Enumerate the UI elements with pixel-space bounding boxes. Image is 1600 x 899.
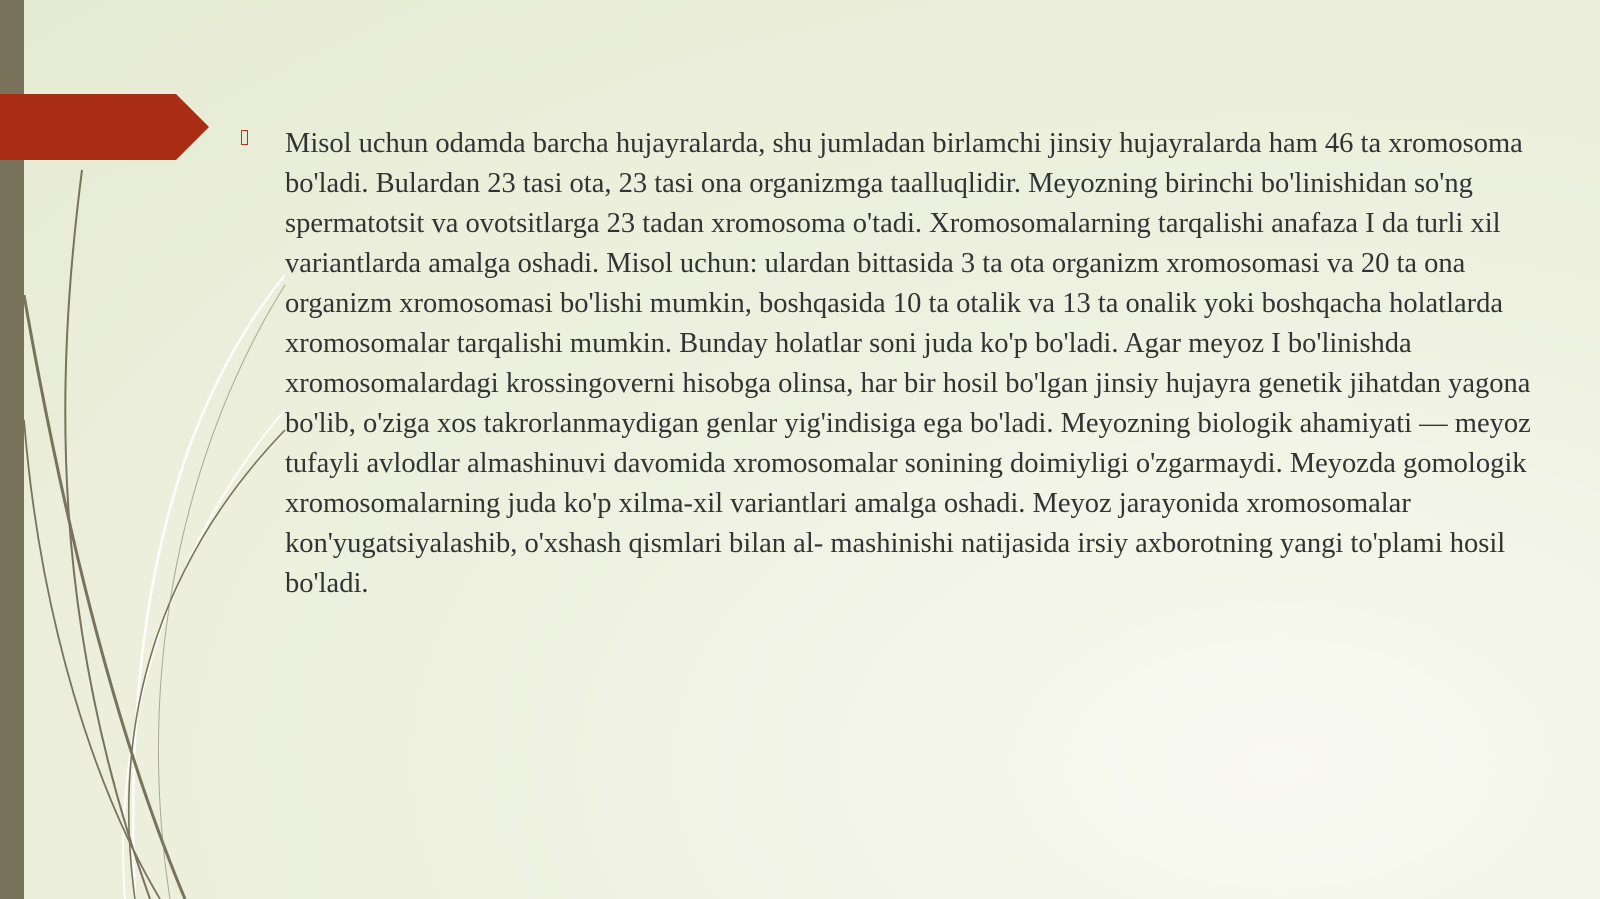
arrow-banner: [0, 94, 209, 160]
body-paragraph: Misol uchun odamda barcha hujayralarda, shu jumladan birlamchi jinsiy hujayralarda ham 46 ta xromosoma bo'ladi. Bulardan 23 tasi ota, 23 tasi ona organizmga taalluqlidir. Meyozning birinchi bo'linishidan so'ng spermatotsit va ovotsitlarga 23 tadan xromosoma o'tadi. Xromosomalarning tarqalishi anafaza I da turli xil variantlarda amalga oshadi. Misol uchun: ulardan bittasida 3 ta ota organizm xromosomasi va 20 ta ona organizm xromosomasi bo'lishi mumkin, boshqasida 10 ta otalik va 13 ta onalik yoki boshqacha holatlarda xromosomalar tarqalishi mumkin. Bunday holatlar soni juda ko'p bo'ladi. Agar meyoz I bo'linishda xromosomalardagi krossingoverni hisobga olinsa, har bir hosil bo'lgan jinsiy hujayra genetik jihatdan yagona bo'lib, o'ziga xos takrorlanmaydigan genlar yig'indisiga ega bo'ladi. Meyozning biologik ahamiyati — meyoz tufayli avlodlar almashinuvi davomida xromosomalar sonining doimiyligi o'zgarmaydi. Meyozda gomologik xromosomalarning juda ko'p xilma-xil variantlari amalga oshadi. Meyoz jarayonida xromosomalar kon'yugatsiyalashib, o'xshash qismlari bilan al- mashinishi natijasida irsiy axborotning yangi to'plami hosil bo'ladi.: [285, 128, 1531, 599]
bullet-box-icon: [241, 130, 248, 145]
